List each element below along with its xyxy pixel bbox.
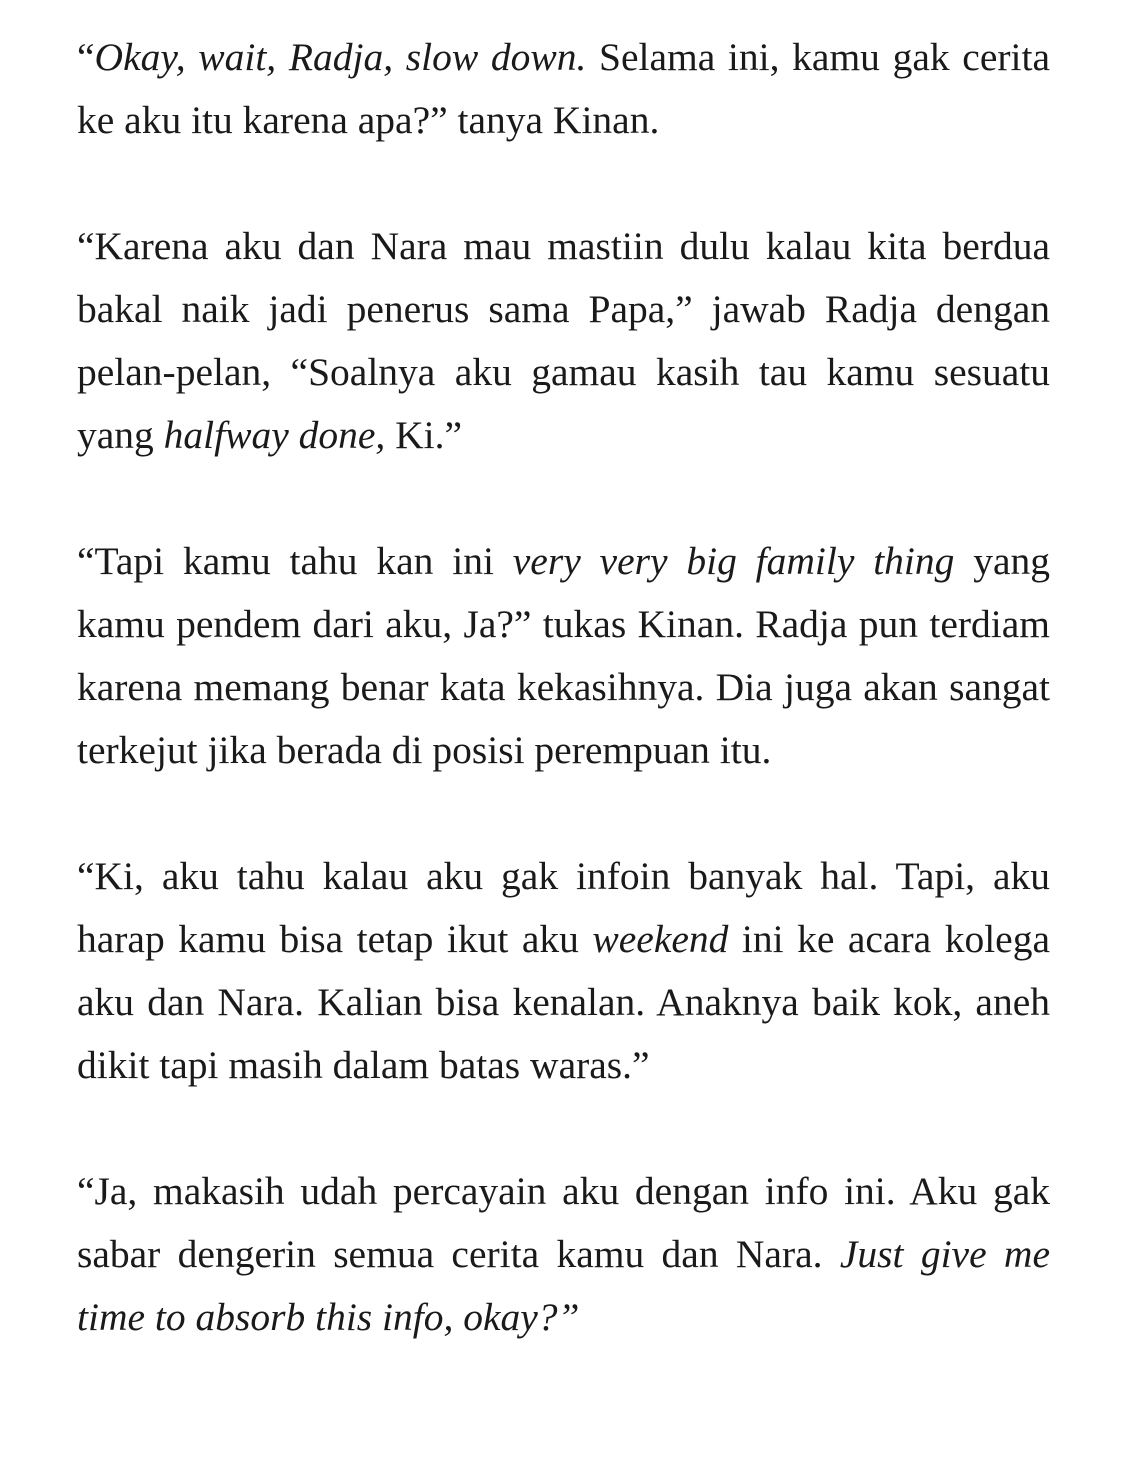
paragraph-5	[77, 1160, 1050, 1349]
document-page	[77, 26, 1050, 1349]
paragraph-2-text-b: Ki.”	[385, 413, 463, 457]
paragraph-4-text-b: ini ke acara kolega aku dan Nara. Kalian bisa kenalan. Anaknya baik kok, aneh dikit tapi masih dalam batas waras.”	[77, 917, 1050, 1087]
paragraph-4-italic: weekend	[592, 917, 729, 961]
paragraph-2-italic: halfway done,	[163, 413, 386, 457]
paragraph-5-text-a: “Ja, makasih udah percayain aku dengan info ini. Aku gak sabar dengerin semua cerita kamu dan Nara.	[77, 1169, 1050, 1276]
paragraph-5-italic: Just give me time to absorb this info, okay?”	[77, 1232, 1050, 1339]
paragraph-3	[77, 530, 1050, 782]
paragraph-2-text-a: “Karena aku dan Nara mau mastiin dulu kalau kita berdua bakal naik jadi penerus sama Papa,” jawab Radja dengan pelan-pelan, “Soalnya aku gamau kasih tau kamu sesuatu yang	[77, 224, 1050, 457]
paragraph-4-text-a: “Ki, aku tahu kalau aku gak infoin banyak hal. Tapi, aku harap kamu bisa tetap ikut aku	[77, 854, 1050, 961]
paragraph-2	[77, 215, 1050, 467]
paragraph-3-text-b: yang kamu pendem dari aku, Ja?” tukas Kinan. Radja pun terdiam karena memang benar kata kekasihnya. Dia juga akan sangat terkejut jika berada di posisi perempuan itu.	[77, 539, 1050, 772]
paragraph-3-italic: very very big family thing	[512, 539, 955, 583]
paragraph-3-text-a: “Tapi kamu tahu kan ini	[77, 539, 513, 583]
paragraph-4	[77, 845, 1050, 1097]
paragraph-1-open-quote: “	[77, 35, 95, 79]
paragraph-1	[77, 26, 1050, 152]
paragraph-1-text: Selama ini, kamu gak cerita ke aku itu karena apa?” tanya Kinan.	[77, 35, 1050, 142]
paragraph-1-italic: Okay, wait, Radja, slow down.	[94, 35, 587, 79]
